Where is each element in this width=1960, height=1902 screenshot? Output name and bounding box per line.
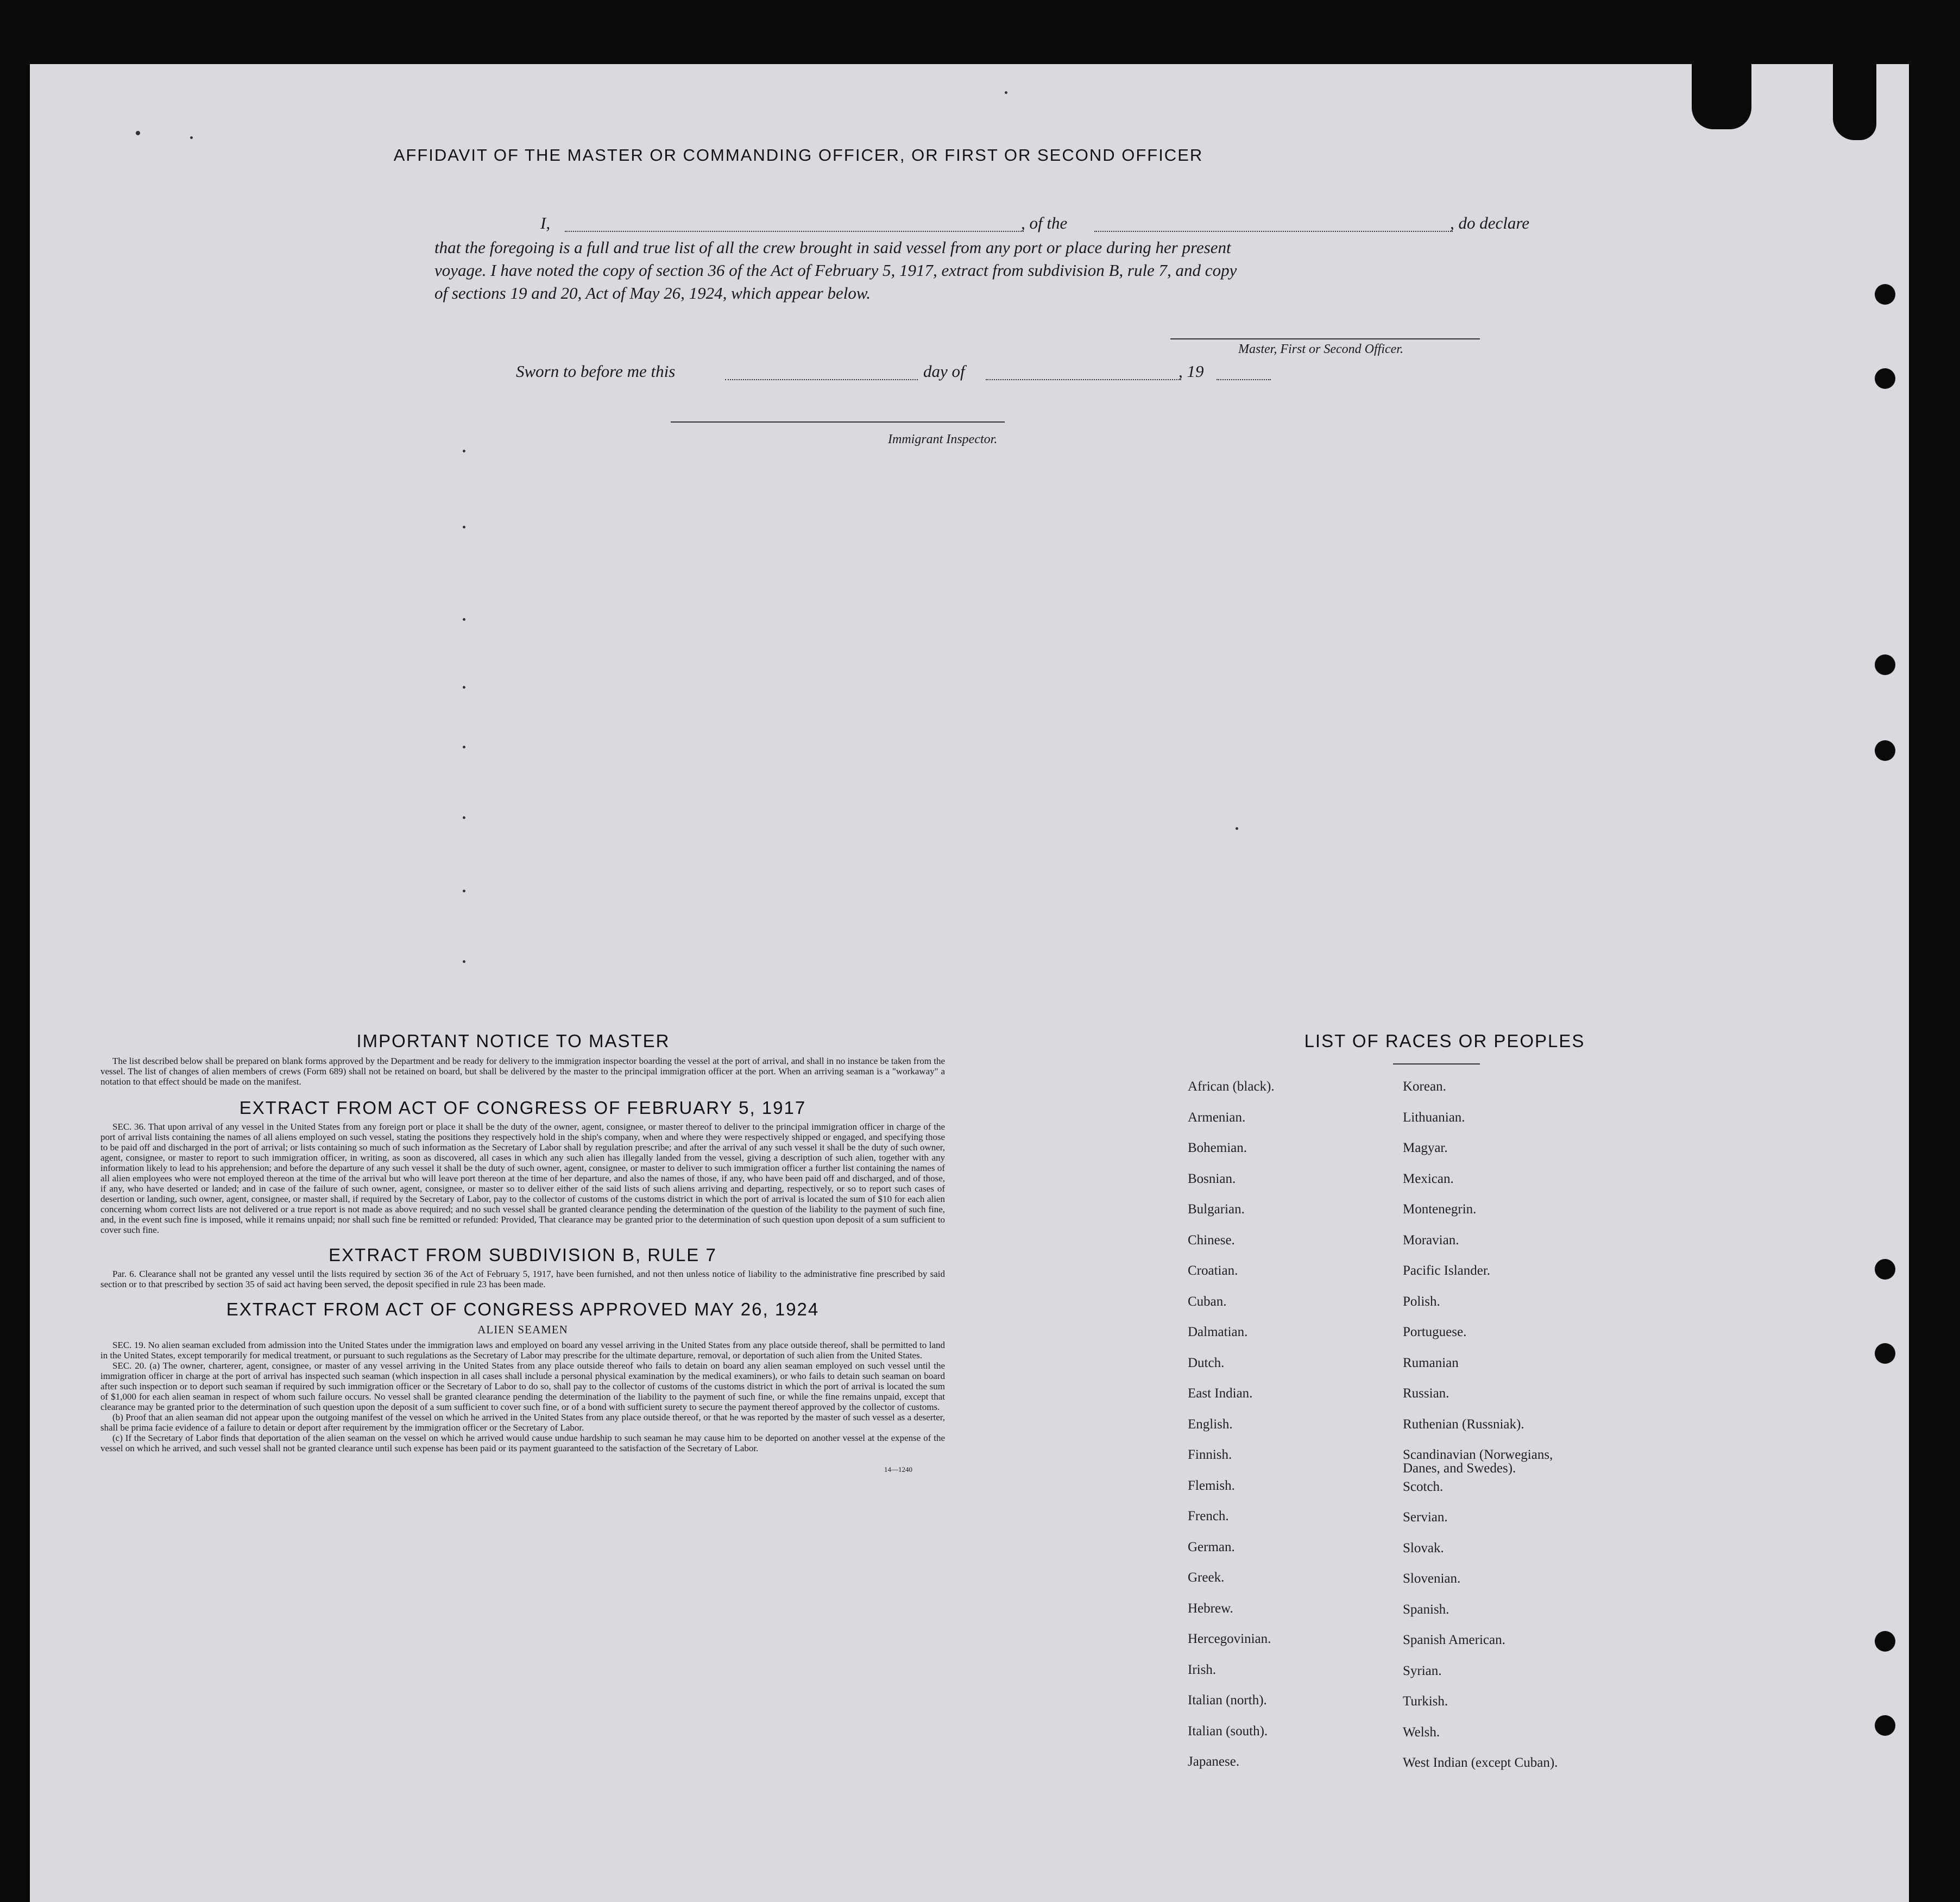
race-item: Syrian. <box>1403 1663 1442 1678</box>
affidavit-do-declare: , do declare <box>1450 213 1530 232</box>
race-item: Polish. <box>1403 1294 1440 1309</box>
sec20b-body: (b) Proof that an alien seaman did not appear upon the outgoing manifest of the vessel on which he arrived in the United States from any place outside thereof, or that he was reported by the master of such vessel as a deserter, shall be prima facie evidence of a failure to detain or deport after requirement by the immigration officer or the Secretary of Labor. <box>100 1412 945 1433</box>
race-item: Chinese. <box>1188 1232 1235 1248</box>
sec19-body: SEC. 19. No alien seaman excluded from admission into the United States under the immigration laws and employed on board any vessel arriving in the United States from any place outside thereof, shall be permitted to land in the United States, except temporarily for medical treatment, or pursuant to such regulations as the Secretary of Labor may prescribe for the ultimate departure, removal, or deportation of such alien from the United States. <box>100 1340 945 1361</box>
sec20c-body: (c) If the Secretary of Labor finds that deportation of the alien seaman on the vessel on which he arrived would cause undue hardship to such seaman he may cause him to be deported on another vessel at the expense of the vessel on which he arrived, and such vessel shall not be granted clearance until such expense has been paid or its payment guaranteed to the satisfaction of the Secretary of Labor. <box>100 1433 945 1453</box>
race-item: Hercegovinian. <box>1188 1632 1271 1646</box>
notice-body: The list described below shall be prepared on blank forms approved by the Department and be ready for delivery to the immigration inspector boarding the vessel at the port of arrival, and shall in no instance be taken from the vessel. The list of changes of alien members of crews (Form 689) shall not be retained on board, but shall be delivered by the master to the principal immigration officer at the port. When an arriving seaman is a "workaway" a notation to that effect should be made on the manifest. <box>100 1056 945 1087</box>
master-signature-label: Master, First or Second Officer. <box>1238 342 1403 356</box>
binder-hole <box>1875 1343 1895 1364</box>
race-item: Greek. <box>1188 1570 1225 1585</box>
torn-edge <box>1692 64 1751 129</box>
race-item: Finnish. <box>1188 1447 1232 1462</box>
binder-hole <box>1875 368 1895 389</box>
binder-hole <box>1875 654 1895 675</box>
binder-hole <box>1875 1259 1895 1280</box>
race-item: Korean. <box>1403 1079 1446 1094</box>
ink-mark <box>463 686 465 689</box>
inspector-signature-line <box>671 421 1005 423</box>
race-item: African (black). <box>1188 1079 1275 1094</box>
races-title-rule <box>1393 1063 1480 1065</box>
affidavit-line-2: that the foregoing is a full and true list of all the crew brought in said vessel from any port or place during her present <box>434 238 1231 257</box>
race-item: Italian (south). <box>1188 1723 1268 1739</box>
extract-1917-title: EXTRACT FROM ACT OF CONGRESS OF FEBRUARY 5, 1917 <box>239 1098 806 1118</box>
race-item: Flemish. <box>1188 1478 1235 1493</box>
race-item: Spanish American. <box>1403 1633 1505 1647</box>
ink-mark <box>463 960 465 963</box>
race-item: Slovenian. <box>1403 1571 1461 1586</box>
day-blank <box>725 379 918 380</box>
race-item: Magyar. <box>1403 1141 1448 1155</box>
race-item: Irish. <box>1188 1662 1217 1677</box>
race-item: Bulgarian. <box>1188 1202 1245 1217</box>
ink-mark <box>463 890 465 892</box>
race-item: Bosnian. <box>1188 1171 1236 1186</box>
document-page <box>30 64 1909 1902</box>
race-item: Bohemian. <box>1188 1141 1247 1155</box>
race-item: Croatian. <box>1188 1263 1238 1278</box>
race-item: Armenian. <box>1188 1110 1246 1125</box>
binder-hole <box>1875 284 1895 305</box>
race-item: French. <box>1188 1509 1229 1523</box>
race-item: Servian. <box>1403 1510 1448 1525</box>
race-item: Montenegrin. <box>1403 1202 1477 1217</box>
affidavit-i: I, <box>540 213 551 232</box>
torn-edge <box>1833 64 1876 140</box>
extract-1917-body: SEC. 36. That upon arrival of any vessel in the United States from any foreign port or place it shall be the duty of the owner, agent, consignee, or master thereof to deliver to the principal immigration officer in charge of the port of arrival lists containing the names of all aliens employed on such vessel, stating the positions they respectively hold in the ship's company, when and where they were respectively shipped or engaged, and specifying those to be paid off and discharged in the port of arrival; or lists containing so much of such information as the Secretary of Labor shall by regulation prescribe; and after the arrival of any such vessel it shall be the duty of such owner, agent, consignee, or master to report to such immigration officer, in writing, as soon as discovered, all cases in which any such alien has illegally landed from the vessel, giving a description of such alien, together with any information likely to lead to his apprehension; and before the departure of any such vessel it shall be the duty of such owner, agent, consignee, or master to deliver to such immigration officer a further list containing the names of all alien employees who were not employed thereon at the time of the arrival but who will leave port thereon at the time of her departure, and also the names of those, if any, who have been paid off and discharged, and of those, if any, who have deserted or landed; and in case of the failure of such owner, agent, consignee, or master so to deliver either of the said lists of such aliens arriving and departing, respectively, or so to report such cases of desertion or landing, such owner, agent, consignee, or master shall, if required by the Secretary of Labor, pay to the collector of customs of the customs district in which the port of arrival is located the sum of $10 for each alien concerning whom correct lists are not delivered or a true report is not made as above required; and no such vessel shall be granted clearance pending the determination of the question of the liability to the payment of such fine, and, in the event such fine is imposed, while it remains unpaid; nor shall such fine be remitted or refunded: Provided, That clearance may be granted prior to the determination of such question upon deposit of a sum sufficient to cover such fine. <box>100 1122 945 1235</box>
ink-mark <box>463 450 465 452</box>
affidavit-line-3: voyage. I have noted the copy of section 36 of the Act of February 5, 1917, extract from subdivision B, rule 7, and copy <box>434 261 1237 280</box>
race-item: Ruthenian (Russniak). <box>1403 1416 1524 1432</box>
sec20a-body: SEC. 20. (a) The owner, charterer, agent, consignee, or master of any vessel arriving in the United States from any place outside thereof who fails to detain on board any alien seaman employed on such vessel until the immigration officer in charge at the port of arrival has inspected such seaman (which inspection in all cases shall include a personal physical examination by the medical examiners), or who fails to detain such seaman on board after such inspection or to deport such seaman if required by such immigration officer or the Secretary of Labor to do so, shall pay to the collector of customs of the customs district in which the port of arrival is located the sum of $1,000 for each alien seaman in respect of whom such failure occurs. No vessel shall be granted clearance pending the determination of the liability to the payment of such fine, or while the fine remains unpaid, except that clearance may be granted prior to the determination of such question upon the deposit of a sum sufficient to cover such fine, or of a bond with sufficient surety to secure the payment thereof approved by the collector of customs. <box>100 1361 945 1412</box>
race-item: Lithuanian. <box>1403 1110 1465 1125</box>
race-item: Rumanian <box>1403 1355 1459 1370</box>
ink-mark <box>463 816 465 819</box>
name-blank <box>565 231 1024 232</box>
affidavit-of-the: , of the <box>1021 213 1068 232</box>
binder-hole <box>1875 1631 1895 1652</box>
extract-1924-title: EXTRACT FROM ACT OF CONGRESS APPROVED MAY 26, 1924 <box>226 1299 820 1319</box>
race-item: Mexican. <box>1403 1171 1454 1186</box>
notice-title: IMPORTANT NOTICE TO MASTER <box>356 1031 670 1051</box>
extract-rule7-title: EXTRACT FROM SUBDIVISION B, RULE 7 <box>329 1245 717 1265</box>
extract-rule7-body: Par. 6. Clearance shall not be granted any vessel until the lists required by section 36 of the Act of February 5, 1917, have been furnished, and not then unless notice of liability to the administrative fine prescribed by said section or to that prescribed by section 35 of said act having been served, the deposit specified in rule 23 has been made. <box>100 1269 945 1289</box>
affidavit-line-4: of sections 19 and 20, Act of May 26, 1924, which appear below. <box>434 284 871 303</box>
sworn-line <box>516 362 1303 383</box>
ink-mark <box>463 526 465 528</box>
race-item: English. <box>1188 1416 1233 1432</box>
inspector-signature-label: Immigrant Inspector. <box>888 432 998 446</box>
race-item: Portuguese. <box>1403 1325 1467 1339</box>
races-left-column <box>1188 1079 1275 1785</box>
ink-mark <box>136 131 140 135</box>
race-item: Hebrew. <box>1188 1601 1233 1616</box>
ink-mark <box>190 136 193 139</box>
race-item: Cuban. <box>1188 1294 1227 1309</box>
sworn-year-prefix: , 19 <box>1178 362 1204 381</box>
month-blank <box>986 379 1181 380</box>
race-item: German. <box>1188 1539 1235 1554</box>
race-item: Dalmatian. <box>1188 1325 1248 1339</box>
ink-mark <box>1236 827 1238 830</box>
race-item: Spanish. <box>1403 1602 1449 1617</box>
race-item: Turkish. <box>1403 1694 1448 1709</box>
race-item: West Indian (except Cuban). <box>1403 1755 1558 1770</box>
sworn-prefix: Sworn to before me this <box>516 362 676 381</box>
races-title: LIST OF RACES OR PEOPLES <box>1304 1031 1585 1051</box>
year-blank <box>1217 379 1271 380</box>
race-item: Scotch. <box>1403 1479 1444 1494</box>
form-number: 14—1240 <box>884 1465 912 1473</box>
race-item: Japanese. <box>1188 1754 1240 1769</box>
sworn-day-of: day of <box>923 362 965 381</box>
binder-hole <box>1875 1715 1895 1736</box>
ink-mark <box>463 746 465 748</box>
notices-column <box>100 1031 945 1474</box>
race-item: Pacific Islander. <box>1403 1263 1491 1278</box>
affidavit-title: AFFIDAVIT OF THE MASTER OR COMMANDING OFFICER, OR FIRST OR SECOND OFFICER <box>393 146 1203 165</box>
race-item: Scandinavian (Norwegians, Danes, and Swedes). <box>1403 1447 1553 1476</box>
vessel-blank <box>1094 231 1453 232</box>
race-item: Welsh. <box>1403 1724 1440 1740</box>
ink-mark <box>1005 91 1007 94</box>
race-item: Slovak. <box>1403 1540 1444 1555</box>
master-signature-line <box>1170 338 1480 339</box>
ink-mark <box>463 618 465 621</box>
race-item: Italian (north). <box>1188 1693 1267 1708</box>
race-item: East Indian. <box>1188 1386 1253 1401</box>
binder-hole <box>1875 740 1895 761</box>
races-right-column <box>1403 1079 1558 1786</box>
alien-seamen-subtitle: ALIEN SEAMEN <box>477 1323 568 1336</box>
race-item: Moravian. <box>1403 1232 1459 1248</box>
race-item: Russian. <box>1403 1386 1449 1401</box>
race-item: Dutch. <box>1188 1355 1225 1370</box>
